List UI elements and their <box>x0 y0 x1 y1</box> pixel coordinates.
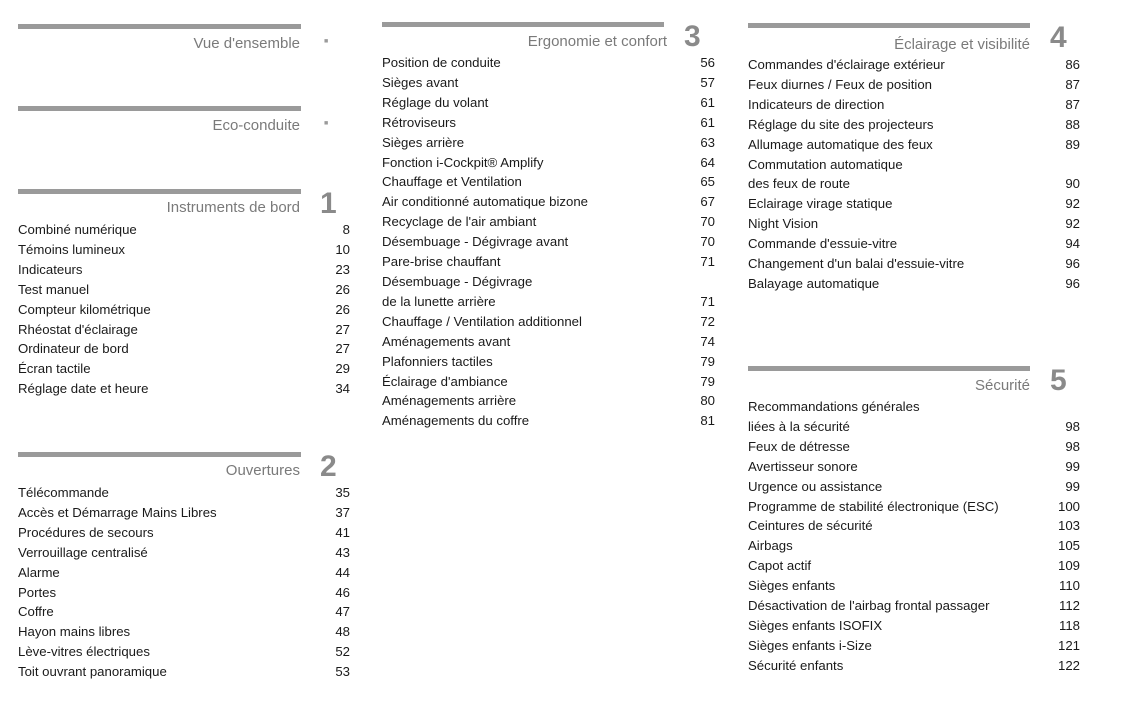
toc-entry-page: 26 <box>335 281 350 297</box>
toc-list <box>18 220 350 399</box>
toc-entry-label: Désembuage - Dégivrage de la lunette arrière <box>382 273 533 309</box>
toc-entry[interactable] <box>382 172 715 192</box>
toc-entry[interactable] <box>18 523 350 543</box>
toc-column-1 <box>18 0 350 711</box>
section-bar <box>382 22 664 27</box>
toc-entry-label: Eclairage virage statique <box>748 196 893 212</box>
toc-entry[interactable] <box>18 543 350 563</box>
toc-entry-page: 26 <box>335 301 350 317</box>
section-title[interactable]: Ouvertures <box>225 462 300 479</box>
toc-entry[interactable] <box>748 115 1080 135</box>
toc-entry-label: Airbags <box>748 538 793 554</box>
toc-entry-page: 105 <box>1057 538 1080 554</box>
toc-entry[interactable] <box>382 113 715 133</box>
toc-entry-page: 56 <box>700 55 715 70</box>
toc-entry[interactable] <box>382 192 715 212</box>
toc-entry-page: 99 <box>1065 458 1080 474</box>
toc-entry-page: 41 <box>335 524 350 540</box>
toc-list <box>382 53 715 431</box>
toc-entry[interactable] <box>18 503 350 523</box>
toc-entry[interactable] <box>382 93 715 113</box>
toc-entry-page: 87 <box>1065 96 1080 112</box>
toc-entry-page: 23 <box>335 261 350 277</box>
toc-entry-page: 53 <box>335 664 350 680</box>
toc-entry[interactable] <box>18 359 350 379</box>
toc-entry[interactable] <box>382 312 715 332</box>
toc-entry-label: Chauffage et Ventilation <box>382 174 522 190</box>
toc-entry-label: Aménagements du coffre <box>382 413 530 429</box>
section-number: 5 <box>1050 364 1067 397</box>
toc-entry[interactable] <box>748 135 1080 155</box>
toc-entry-label: Sécurité enfants <box>748 657 844 673</box>
toc-entry-label: Balayage automatique <box>748 275 880 291</box>
toc-entry-label: Sièges arrière <box>382 134 465 150</box>
toc-entry[interactable] <box>748 95 1080 115</box>
toc-entry-label: Écran tactile <box>18 361 91 377</box>
section-title[interactable]: Ergonomie et confort <box>527 33 667 50</box>
toc-entry[interactable] <box>18 339 350 359</box>
toc-entry-label: Éclairage d'ambiance <box>382 373 508 389</box>
toc-entry-page: 74 <box>700 333 715 349</box>
toc-entry-label: Aménagements avant <box>382 333 511 349</box>
toc-entry[interactable] <box>382 73 715 93</box>
toc-entry-page: 65 <box>700 174 715 190</box>
toc-entry[interactable] <box>382 411 715 431</box>
toc-entry-page: 81 <box>700 413 715 429</box>
toc-entry[interactable] <box>18 483 350 503</box>
toc-entry[interactable] <box>382 133 715 153</box>
toc-entry[interactable] <box>382 252 715 272</box>
section-title[interactable]: Instruments de bord <box>166 199 300 216</box>
toc-entry-page: 64 <box>700 154 715 170</box>
toc-entry[interactable] <box>18 622 350 642</box>
section-title[interactable]: Sécurité <box>974 377 1030 394</box>
toc-entry-page: 112 <box>1058 598 1080 614</box>
toc-entry-label: Réglage date et heure <box>18 381 149 397</box>
toc-entry[interactable] <box>18 260 350 280</box>
toc-entry[interactable] <box>18 240 350 260</box>
toc-entry-label: Night Vision <box>748 216 819 232</box>
toc-entry[interactable] <box>382 232 715 252</box>
toc-entry-label: Test manuel <box>18 281 90 297</box>
toc-entry-page: 61 <box>700 114 715 130</box>
toc-entry[interactable] <box>748 75 1080 95</box>
toc-entry[interactable] <box>18 280 350 300</box>
toc-entry[interactable] <box>382 372 715 392</box>
toc-entry-page: 63 <box>700 134 715 150</box>
toc-entry-label: Sièges enfants i-Size <box>748 637 872 653</box>
toc-entry[interactable] <box>748 556 1080 576</box>
toc-entry-page: 86 <box>1065 57 1080 72</box>
toc-entry-page: 100 <box>1057 498 1080 514</box>
toc-column-2 <box>382 0 715 711</box>
toc-entry-label: Indicateurs de direction <box>748 96 885 112</box>
toc-entry-page: 99 <box>1065 478 1080 494</box>
toc-entry-page: 44 <box>335 564 350 580</box>
toc-entry-page: 72 <box>700 313 715 329</box>
toc-entry-label: Avertisseur sonore <box>748 458 858 474</box>
toc-entry-page: 61 <box>700 94 715 110</box>
toc-entry-page: 70 <box>700 234 715 250</box>
toc-entry[interactable] <box>18 320 350 340</box>
toc-entry[interactable] <box>382 391 715 411</box>
section-title[interactable]: Éclairage et visibilité <box>894 36 1030 53</box>
toc-entry-page: 92 <box>1065 196 1080 212</box>
toc-entry-page: 80 <box>700 393 715 409</box>
toc-entry[interactable] <box>748 55 1080 75</box>
toc-entry[interactable] <box>748 234 1080 254</box>
toc-entry-page: 121 <box>1057 637 1080 653</box>
toc-entry-label: Urgence ou assistance <box>748 478 883 494</box>
toc-entry[interactable] <box>748 437 1080 457</box>
toc-entry-label: Procédures de secours <box>18 524 154 540</box>
toc-entry-label: Feux de détresse <box>748 438 850 454</box>
toc-entry-page: 94 <box>1065 236 1080 252</box>
toc-entry-label: Hayon mains libres <box>18 624 131 640</box>
toc-entry-page: 37 <box>335 504 350 520</box>
toc-entry-page: 92 <box>1065 216 1080 232</box>
toc-entry-label: Coffre <box>18 604 54 620</box>
toc-entry[interactable] <box>18 300 350 320</box>
toc-entry[interactable] <box>18 583 350 603</box>
toc-entry[interactable] <box>382 53 715 73</box>
toc-entry-page: 57 <box>700 74 715 90</box>
toc-entry-page: 43 <box>335 544 350 560</box>
toc-entry[interactable] <box>748 397 1080 437</box>
toc-entry-page: 46 <box>335 584 350 600</box>
toc-entry[interactable] <box>382 352 715 372</box>
toc-entry[interactable] <box>18 563 350 583</box>
toc-entry-label: Programme de stabilité électronique (ESC) <box>748 498 999 514</box>
toc-entry-label: Feux diurnes / Feux de position <box>748 76 932 92</box>
toc-entry-page: 27 <box>335 341 350 357</box>
toc-entry-page: 71 <box>700 254 715 270</box>
toc-entry[interactable] <box>18 642 350 662</box>
toc-entry-label: Accès et Démarrage Mains Libres <box>18 504 217 520</box>
toc-entry[interactable] <box>382 332 715 352</box>
toc-entry-label: Pare-brise chauffant <box>382 254 501 270</box>
section-number: 1 <box>320 187 337 220</box>
toc-entry[interactable] <box>748 516 1080 536</box>
toc-entry[interactable] <box>18 220 350 240</box>
toc-entry[interactable] <box>748 636 1080 656</box>
toc-list <box>748 397 1080 676</box>
toc-entry-label: Réglage du site des projecteurs <box>748 116 934 132</box>
toc-entry-page: 52 <box>335 644 350 660</box>
toc-entry[interactable] <box>748 656 1080 676</box>
toc-entry-page: 103 <box>1057 518 1080 534</box>
section-bar <box>18 24 301 29</box>
toc-entry[interactable] <box>748 576 1080 596</box>
toc-entry-page: 122 <box>1057 657 1080 673</box>
toc-list <box>748 55 1080 294</box>
section-bar <box>748 366 1030 371</box>
toc-entry-page: 88 <box>1065 116 1080 132</box>
section-bar <box>18 189 301 194</box>
toc-entry-page: 110 <box>1058 578 1080 594</box>
toc-entry-label: Air conditionné automatique bizone <box>382 194 589 210</box>
toc-entry-page: 96 <box>1065 256 1080 272</box>
toc-entry[interactable] <box>748 194 1080 214</box>
toc-entry-page: 96 <box>1065 275 1080 291</box>
toc-entry-page: 90 <box>1065 176 1080 192</box>
toc-entry-label: Ceintures de sécurité <box>748 518 873 534</box>
section-bar <box>18 452 301 457</box>
toc-list <box>18 483 350 682</box>
toc-entry-page: 89 <box>1065 136 1080 152</box>
toc-entry[interactable] <box>382 153 715 173</box>
section-marker: ■ <box>324 120 329 127</box>
toc-entry-label: Allumage automatique des feux <box>748 136 933 152</box>
toc-entry-label: Désactivation de l'airbag frontal passager <box>748 598 990 614</box>
toc-entry-label: Chauffage / Ventilation additionnel <box>382 313 582 329</box>
toc-entry[interactable] <box>748 155 1080 195</box>
toc-entry-label: Rétroviseurs <box>382 114 457 130</box>
toc-entry-page: 98 <box>1065 418 1080 434</box>
toc-entry-label: Réglage du volant <box>382 94 489 110</box>
section-number: 2 <box>320 450 337 483</box>
toc-entry-label: Ordinateur de bord <box>18 341 129 357</box>
toc-entry-label: Sièges enfants ISOFIX <box>748 617 883 633</box>
toc-entry[interactable] <box>18 379 350 399</box>
toc-entry-label: Capot actif <box>748 558 812 574</box>
toc-entry[interactable] <box>748 214 1080 234</box>
toc-entry-page: 8 <box>342 222 350 237</box>
toc-entry[interactable] <box>748 596 1080 616</box>
toc-entry[interactable] <box>748 497 1080 517</box>
toc-entry-page: 34 <box>335 381 350 397</box>
toc-entry[interactable] <box>748 616 1080 636</box>
toc-entry-label: Compteur kilométrique <box>18 301 151 317</box>
toc-entry-label: Portes <box>18 584 57 600</box>
toc-entry-label: Toit ouvrant panoramique <box>18 664 167 680</box>
toc-entry-label: Télécommande <box>18 485 109 500</box>
toc-entry-page: 98 <box>1065 438 1080 454</box>
toc-entry-label: Combiné numérique <box>18 222 137 237</box>
toc-entry[interactable] <box>18 662 350 682</box>
toc-entry-label: Commandes d'éclairage extérieur <box>748 57 945 72</box>
toc-entry-label: Commutation automatique des feux de route <box>748 156 903 192</box>
toc-entry-label: Recyclage de l'air ambiant <box>382 214 537 230</box>
section-number: 4 <box>1050 21 1067 54</box>
toc-entry-label: Aménagements arrière <box>382 393 517 409</box>
toc-entry-page: 29 <box>335 361 350 377</box>
toc-entry-page: 27 <box>335 321 350 337</box>
toc-entry-label: Désembuage - Dégivrage avant <box>382 234 569 250</box>
toc-column-3 <box>748 0 1080 711</box>
toc-entry-label: Position de conduite <box>382 55 501 70</box>
toc-entry[interactable] <box>748 477 1080 497</box>
toc-entry-label: Sièges enfants <box>748 578 836 594</box>
toc-entry-label: Sièges avant <box>382 74 459 90</box>
toc-entry-label: Fonction i-Cockpit® Amplify <box>382 154 544 170</box>
toc-entry-page: 67 <box>700 194 715 210</box>
toc-entry[interactable] <box>748 457 1080 477</box>
toc-entry-page: 70 <box>700 214 715 230</box>
toc-entry-label: Lève-vitres électriques <box>18 644 150 660</box>
toc-entry-label: Témoins lumineux <box>18 241 126 257</box>
section-bar <box>18 106 301 111</box>
toc-entry-label: Plafonniers tactiles <box>382 353 493 369</box>
toc-entry-label: Indicateurs <box>18 261 83 277</box>
toc-entry[interactable] <box>748 254 1080 274</box>
section-marker: ■ <box>324 38 329 45</box>
toc-entry-page: 87 <box>1065 76 1080 92</box>
toc-entry-label: Verrouillage centralisé <box>18 544 148 560</box>
toc-entry[interactable] <box>382 212 715 232</box>
section-number: 3 <box>684 20 701 53</box>
toc-entry-page: 79 <box>700 373 715 389</box>
toc-entry[interactable] <box>18 602 350 622</box>
toc-entry-page: 118 <box>1058 617 1080 633</box>
toc-entry[interactable] <box>382 272 715 312</box>
toc-entry-label: Rhéostat d'éclairage <box>18 321 138 337</box>
toc-entry-label: Alarme <box>18 564 60 580</box>
toc-entry-label: Recommandations générales liées à la sécurité <box>748 399 920 434</box>
toc-entry-page: 79 <box>700 353 715 369</box>
toc-entry[interactable] <box>748 274 1080 294</box>
section-title[interactable]: Eco-conduite <box>212 117 300 134</box>
toc-entry-page: 47 <box>335 604 350 620</box>
toc-entry-label: Changement d'un balai d'essuie-vitre <box>748 256 965 272</box>
toc-entry[interactable] <box>748 536 1080 556</box>
toc-entry-label: Commande d'essuie-vitre <box>748 236 898 252</box>
toc-entry-page: 109 <box>1057 558 1080 574</box>
toc-entry-page: 71 <box>700 293 715 309</box>
toc-entry-page: 10 <box>335 241 350 257</box>
section-title[interactable]: Vue d'ensemble <box>193 35 300 52</box>
toc-entry-page: 35 <box>335 485 350 500</box>
section-bar <box>748 23 1030 28</box>
toc-entry-page: 48 <box>335 624 350 640</box>
